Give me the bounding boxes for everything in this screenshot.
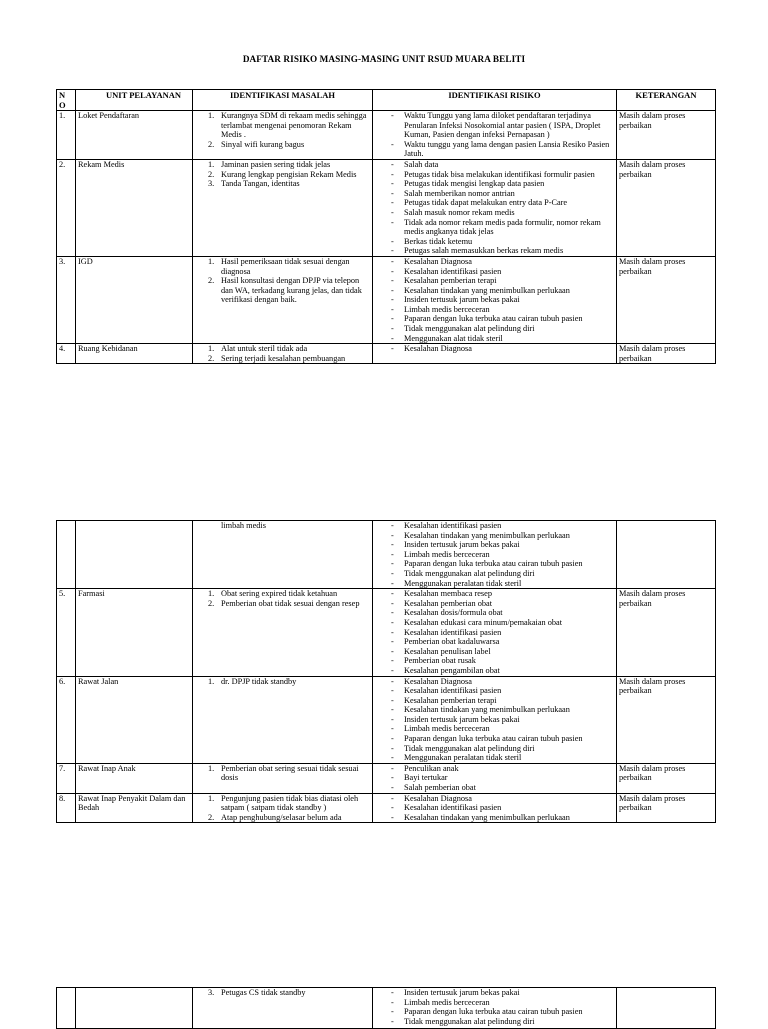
- cell-keterangan: Masih dalam proses perbaikan: [617, 344, 716, 364]
- cell-masalah: [193, 793, 373, 823]
- cell-risiko: [373, 763, 617, 793]
- risiko-item: - Kesalahan pemberian terapi: [375, 696, 614, 706]
- cell-masalah: [193, 589, 373, 676]
- masalah-list: [195, 111, 370, 149]
- risiko-item: - Kesalahan pemberian obat: [375, 599, 614, 609]
- table-row-continuation: [57, 521, 716, 589]
- risiko-item: - Limbah medis berceceran: [375, 998, 614, 1008]
- risiko-item: - Waktu Tunggu yang lama diloket pendaftaran terjadinya Penularan Infeksi Nosokomial antar pasien ( ISPA, Droplet Kuman, Pasien dengan infeksi Pernapasan ): [375, 111, 614, 140]
- risiko-item: - Kesalahan tindakan yang menimbulkan perlukaan: [375, 813, 614, 823]
- risiko-item: - Kesalahan Diagnosa: [375, 794, 614, 804]
- cell-unit: [76, 521, 193, 589]
- risiko-item: - Waktu tunggu yang lama dengan pasien Lansia Resiko Pasien Jatuh.: [375, 140, 614, 159]
- header-unit: UNIT PELAYANAN: [76, 90, 193, 111]
- item-number: 1.: [208, 676, 215, 686]
- table-row: [57, 256, 716, 343]
- item-text: Hasil konsultasi dengan DPJP via telepon dan WA, terkadang kurang jelas, dan tidak verifikasi dengan baik.: [221, 276, 362, 305]
- risk-table-page-3: [56, 987, 716, 1029]
- masalah-item: [195, 179, 370, 189]
- item-number: 1.: [208, 589, 215, 599]
- item-text: Pengunjung pasien tidak bias diatasi oleh satpam ( satpam tidak standby ): [221, 793, 359, 813]
- masalah-list: [195, 257, 370, 305]
- risiko-item: - Tidak menggunakan alat pelindung diri: [375, 569, 614, 579]
- masalah-item: [195, 170, 370, 180]
- risiko-item: - Tidak menggunakan alat pelindung diri: [375, 744, 614, 754]
- cell-no: 1.: [57, 111, 76, 160]
- masalah-item: [195, 988, 370, 998]
- masalah-item: [195, 599, 370, 609]
- item-text: Sering terjadi kesalahan pembuangan: [221, 353, 346, 363]
- risiko-item: - Petugas tidak mengisi lengkap data pasien: [375, 179, 614, 189]
- cell-unit: Rawat Jalan: [76, 676, 193, 763]
- masalah-item: [195, 344, 370, 354]
- risiko-item: - Tidak menggunakan alat pelindung diri: [375, 1017, 614, 1027]
- cell-keterangan: Masih dalam proses perbaikan: [617, 676, 716, 763]
- cell-no: 6.: [57, 676, 76, 763]
- item-number: 1.: [208, 256, 215, 266]
- cell-risiko: [373, 988, 617, 1029]
- risiko-item: - Kesalahan tindakan yang menimbulkan perlukaan: [375, 531, 614, 541]
- cell-no: 5.: [57, 589, 76, 676]
- risiko-item: - Kesalahan Diagnosa: [375, 677, 614, 687]
- item-text: Tanda Tangan, identitas: [221, 179, 300, 189]
- cell-keterangan: Masih dalam proses perbaikan: [617, 589, 716, 676]
- item-text: Sinyal wifi kurang bagus: [221, 139, 305, 149]
- masalah-list: [195, 160, 370, 189]
- cell-masalah: [193, 521, 373, 589]
- cell-keterangan: Masih dalam proses perbaikan: [617, 159, 716, 256]
- item-text: Pemberian obat sering sesuai tidak sesuai dosis: [221, 763, 359, 783]
- risiko-item: - Kesalahan pengambilan obat: [375, 666, 614, 676]
- risiko-item: - Insiden tertusuk jarum bekas pakai: [375, 295, 614, 305]
- risiko-list: [375, 344, 614, 354]
- risiko-item: - Limbah medis berceceran: [375, 724, 614, 734]
- item-number: 1.: [208, 763, 215, 773]
- risiko-item: - Petugas salah memasukkan berkas rekam medis: [375, 246, 614, 256]
- item-number: 1.: [208, 793, 215, 803]
- item-text: Alat untuk steril tidak ada: [221, 344, 308, 354]
- item-text: Hasil pemeriksaan tidak sesuai dengan diagnosa: [221, 256, 350, 276]
- item-text: Pemberian obat tidak sesuai dengan resep: [221, 598, 360, 608]
- risiko-item: - Salah pemberian obat: [375, 783, 614, 793]
- header-keterangan: KETERANGAN: [617, 90, 716, 111]
- risiko-item: - Kesalahan Diagnosa: [375, 257, 614, 267]
- masalah-item: [195, 794, 370, 813]
- masalah-list: [195, 988, 370, 998]
- item-text: dr. DPJP tidak standby: [221, 676, 297, 686]
- risiko-item: - Insiden tertusuk jarum bekas pakai: [375, 988, 614, 998]
- risiko-list: [375, 764, 614, 793]
- cell-unit: Rawat Inap Anak: [76, 763, 193, 793]
- table-row: [57, 763, 716, 793]
- risiko-list: [375, 988, 614, 1026]
- masalah-item: [195, 111, 370, 140]
- cell-masalah: [193, 111, 373, 160]
- risiko-item: - Paparan dengan luka terbuka atau cairan tubuh pasien: [375, 559, 614, 569]
- cell-no: 3.: [57, 256, 76, 343]
- masalah-item: [195, 160, 370, 170]
- cell-masalah: [193, 344, 373, 364]
- cell-unit: Rekam Medis: [76, 159, 193, 256]
- item-number: 2.: [208, 169, 215, 179]
- cell-risiko: [373, 159, 617, 256]
- item-number: 1.: [208, 159, 215, 169]
- risiko-list: [375, 111, 614, 159]
- masalah-list: [195, 794, 370, 823]
- risiko-item: - Kesalahan edukasi cara minum/pemakaian obat: [375, 618, 614, 628]
- table-row: [57, 159, 716, 256]
- risiko-item: - Kesalahan tindakan yang menimbulkan perlukaan: [375, 286, 614, 296]
- masalah-item: [195, 140, 370, 150]
- risiko-item: - Insiden tertusuk jarum bekas pakai: [375, 540, 614, 550]
- item-number: 2.: [208, 353, 215, 363]
- masalah-item: [195, 764, 370, 783]
- risiko-item: - Menggunakan alat tidak steril: [375, 334, 614, 344]
- risiko-item: - Tidak menggunakan alat pelindung diri: [375, 324, 614, 334]
- risiko-item: - Salah data: [375, 160, 614, 170]
- cell-unit: Loket Pendaftaran: [76, 111, 193, 160]
- header-no: N O: [57, 90, 76, 111]
- item-text: Kurangnya SDM di rekaam medis sehingga terlambat mengenai penomoran Rekam Medis .: [221, 111, 367, 140]
- masalah-item: [195, 813, 370, 823]
- risiko-item: - Menggunakan peralatan tidak steril: [375, 579, 614, 589]
- table-header-row: [57, 90, 716, 111]
- risiko-item: - Kesalahan dosis/formula obat: [375, 608, 614, 618]
- risiko-list: [375, 521, 614, 588]
- table-row-continuation: [57, 988, 716, 1029]
- risiko-item: - Insiden tertusuk jarum bekas pakai: [375, 715, 614, 725]
- risk-table-page-1: [56, 89, 716, 364]
- cell-masalah: [193, 256, 373, 343]
- risiko-item: - Kesalahan pemberian terapi: [375, 276, 614, 286]
- masalah-item: [195, 276, 370, 305]
- cell-risiko: [373, 111, 617, 160]
- risiko-item: - Kesalahan membaca resep: [375, 589, 614, 599]
- cell-masalah: [193, 159, 373, 256]
- risiko-item: - Kesalahan Diagnosa: [375, 344, 614, 354]
- header-identifikasi-masalah: IDENTIFIKASI MASALAH: [193, 90, 373, 111]
- cell-risiko: [373, 256, 617, 343]
- cell-risiko: [373, 521, 617, 589]
- cell-keterangan: [617, 521, 716, 589]
- risiko-list: [375, 257, 614, 343]
- cell-unit: [76, 988, 193, 1029]
- risiko-list: [375, 589, 614, 675]
- masalah-item: [195, 589, 370, 599]
- cell-no: 7.: [57, 763, 76, 793]
- cell-masalah: [193, 676, 373, 763]
- cell-no: 8.: [57, 793, 76, 823]
- cell-keterangan: Masih dalam proses perbaikan: [617, 256, 716, 343]
- cell-risiko: [373, 676, 617, 763]
- document-title: DAFTAR RISIKO MASING-MASING UNIT RSUD MUARA BELITI: [242, 54, 526, 64]
- table-row: [57, 793, 716, 823]
- risiko-item: - Kesalahan identifikasi pasien: [375, 628, 614, 638]
- table-row: [57, 676, 716, 763]
- cell-no: [57, 521, 76, 589]
- cell-keterangan: Masih dalam proses perbaikan: [617, 763, 716, 793]
- cell-keterangan: Masih dalam proses perbaikan: [617, 793, 716, 823]
- risiko-item: - Salah memberikan nomor antrian: [375, 189, 614, 199]
- header-identifikasi-risiko: IDENTIFIKASI RISIKO: [373, 90, 617, 111]
- risiko-list: [375, 160, 614, 256]
- cell-keterangan: Masih dalam proses perbaikan: [617, 111, 716, 160]
- cell-risiko: [373, 793, 617, 823]
- item-number: 2.: [208, 598, 215, 608]
- cell-no: [57, 988, 76, 1029]
- item-number: 2.: [208, 812, 215, 822]
- risiko-item: - Tidak ada nomor rekam medis pada formulir, nomor rekam medis angkanya tidak jelas: [375, 218, 614, 237]
- risiko-item: - Kesalahan tindakan yang menimbulkan perlukaan: [375, 705, 614, 715]
- table-row: [57, 589, 716, 676]
- risiko-item: - Menggunakan peralatan tidak steril: [375, 753, 614, 763]
- masalah-item: [195, 257, 370, 276]
- cell-risiko: [373, 344, 617, 364]
- cell-unit: IGD: [76, 256, 193, 343]
- cell-no: 4.: [57, 344, 76, 364]
- masalah-item: [195, 677, 370, 687]
- item-number: 3.: [208, 179, 215, 189]
- cell-masalah: [193, 988, 373, 1029]
- masalah-list: [195, 589, 370, 608]
- risiko-list: [375, 677, 614, 763]
- cell-no: 2.: [57, 159, 76, 256]
- table-row: [57, 111, 716, 160]
- risiko-item: - Pemberian obat kadaluwarsa: [375, 637, 614, 647]
- risiko-item: - Salah masuk nomor rekam medis: [375, 208, 614, 218]
- risiko-item: - Pemberian obat rusak: [375, 656, 614, 666]
- cell-unit: Ruang Kebidanan: [76, 344, 193, 364]
- risiko-item: - Berkas tidak ketemu: [375, 237, 614, 247]
- item-text: Atap penghubung/selasar belum ada: [221, 812, 342, 822]
- risiko-item: - Petugas tidak dapat melakukan entry data P-Care: [375, 198, 614, 208]
- cell-masalah: [193, 763, 373, 793]
- risiko-item: - Kesalahan identifikasi pasien: [375, 803, 614, 813]
- risiko-item: - Kesalahan identifikasi pasien: [375, 267, 614, 277]
- risiko-item: - Kesalahan identifikasi pasien: [375, 521, 614, 531]
- risiko-item: - Paparan dengan luka terbuka atau cairan tubuh pasien: [375, 734, 614, 744]
- item-number: 1.: [208, 111, 215, 120]
- masalah-list: [195, 677, 370, 687]
- cell-risiko: [373, 589, 617, 676]
- table-row: [57, 344, 716, 364]
- item-number: 3.: [208, 988, 215, 997]
- risk-table-page-2: [56, 520, 716, 823]
- cell-unit: Farmasi: [76, 589, 193, 676]
- risiko-item: - Penculikan anak: [375, 764, 614, 774]
- item-number: 2.: [208, 276, 215, 286]
- risiko-item: - Paparan dengan luka terbuka atau cairan tubuh pasien: [375, 1007, 614, 1017]
- item-text: Jaminan pasien sering tidak jelas: [221, 159, 331, 169]
- risiko-item: - Limbah medis berceceran: [375, 550, 614, 560]
- item-number: 2.: [208, 139, 215, 149]
- item-text: Kurang lengkap pengisian Rekam Medis: [221, 169, 357, 179]
- risiko-list: [375, 794, 614, 823]
- risiko-item: - Paparan dengan luka terbuka atau cairan tubuh pasien: [375, 314, 614, 324]
- risiko-item: - Kesalahan penulisan label: [375, 647, 614, 657]
- cell-unit: Rawat Inap Penyakit Dalam dan Bedah: [76, 793, 193, 823]
- masalah-list: [195, 764, 370, 783]
- masalah-continuation-text: limbah medis: [221, 521, 266, 530]
- cell-keterangan: [617, 988, 716, 1029]
- item-text: Petugas CS tidak standby: [221, 988, 306, 997]
- risiko-item: - Bayi tertukar: [375, 773, 614, 783]
- masalah-item: [195, 354, 370, 364]
- risiko-item: - Kesalahan identifikasi pasien: [375, 686, 614, 696]
- masalah-list: [195, 344, 370, 363]
- risiko-item: - Limbah medis berceceran: [375, 305, 614, 315]
- risiko-item: - Petugas tidak bisa melakukan identifikasi formulir pasien: [375, 170, 614, 180]
- item-number: 1.: [208, 344, 215, 354]
- item-text: Obat sering expired tidak ketahuan: [221, 589, 338, 599]
